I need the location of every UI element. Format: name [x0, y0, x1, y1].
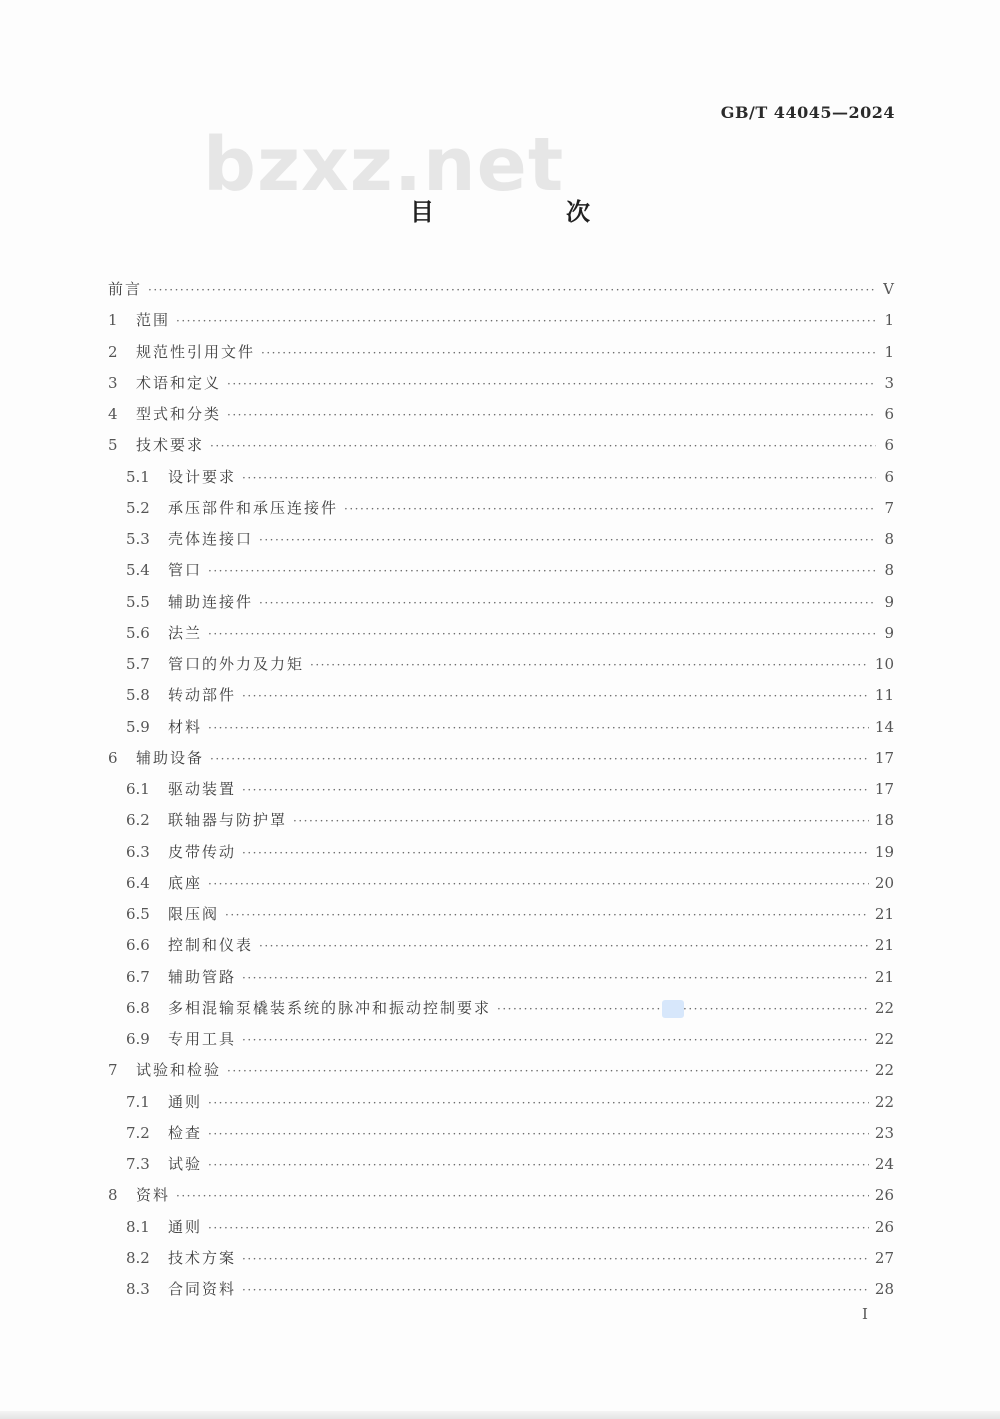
- toc-entry[interactable]: [108, 837, 894, 868]
- toc-leader-dots: [208, 1119, 869, 1150]
- toc-entry-number: 7.3: [126, 1155, 150, 1173]
- toc-entry[interactable]: [108, 274, 894, 305]
- toc-entry[interactable]: [108, 649, 894, 680]
- toc-entry-page: 9: [884, 592, 894, 611]
- toc-entry-number: 6.8: [126, 998, 150, 1017]
- toc-entry-page: 23: [874, 1123, 894, 1142]
- toc-entry[interactable]: [108, 368, 894, 399]
- toc-entry-number: 4: [108, 405, 118, 423]
- toc-leader-dots: [208, 1213, 869, 1244]
- toc-entry-page: 18: [874, 811, 894, 830]
- toc-leader-dots: [208, 556, 876, 587]
- toc-entry-label: 联轴器与防护罩: [168, 811, 288, 830]
- toc-entry-label: 试验和检验: [136, 1061, 222, 1080]
- toc-leader-dots: [261, 338, 876, 369]
- toc-entry-page: V: [883, 280, 894, 298]
- toc-entry-label: 壳体连接口: [168, 530, 254, 548]
- toc-entry-number: 7: [108, 1061, 118, 1080]
- toc-entry-number: 2: [108, 342, 118, 361]
- toc-entry-page: 14: [874, 717, 894, 736]
- toc-entry-number: 8.1: [126, 1217, 150, 1236]
- toc-entry-page: 22: [874, 1092, 894, 1111]
- toc-entry-label: 合同资料: [168, 1280, 237, 1298]
- toc-entry-number: 1: [108, 311, 118, 330]
- toc-entry[interactable]: [108, 930, 894, 961]
- toc-entry[interactable]: [108, 1180, 894, 1211]
- toc-entry-page: 27: [874, 1248, 894, 1267]
- toc-leader-dots: [310, 650, 869, 681]
- toc-entry-number: 5.7: [126, 655, 150, 673]
- toc-entry-label: 规范性引用文件: [136, 342, 256, 361]
- toc-entry-number: 8.2: [126, 1248, 150, 1267]
- toc-entry-label: 管口: [168, 561, 203, 580]
- toc-entry[interactable]: [108, 462, 894, 493]
- toc-leader-dots: [208, 1088, 869, 1119]
- toc-entry-number: 5: [108, 436, 118, 455]
- toc-entry[interactable]: [108, 1212, 894, 1243]
- toc-entry-page: 3: [884, 373, 894, 392]
- toc-entry-number: 6.2: [126, 811, 150, 830]
- toc-entry-page: 6: [884, 436, 894, 455]
- toc-entry-label: 转动部件: [168, 686, 237, 705]
- toc-leader-dots: [227, 400, 876, 431]
- toc-entry-page: 6: [884, 405, 894, 423]
- toc-entry[interactable]: [108, 493, 894, 524]
- scan-artifact-mark: [662, 1000, 684, 1018]
- toc-entry-label: 前言: [108, 280, 143, 298]
- toc-entry-number: 6.5: [126, 905, 150, 923]
- toc-entry-page: 19: [874, 842, 894, 861]
- toc-leader-dots: [208, 1150, 869, 1181]
- toc-entry-page: 28: [874, 1280, 894, 1298]
- toc-entry-label: 驱动装置: [168, 780, 237, 798]
- toc-entry[interactable]: [108, 993, 894, 1024]
- page-folio: I: [862, 1305, 868, 1323]
- toc-entry-number: 6.7: [126, 967, 150, 986]
- toc-entry-number: 6.4: [126, 873, 150, 892]
- toc-leader-dots: [242, 963, 869, 994]
- table-of-contents: [108, 274, 894, 1305]
- toc-entry[interactable]: [108, 524, 894, 555]
- toc-entry[interactable]: [108, 899, 894, 930]
- toc-entry[interactable]: [108, 1118, 894, 1149]
- toc-entry-number: 6.1: [126, 780, 150, 798]
- toc-leader-dots: [148, 275, 876, 306]
- toc-entry[interactable]: [108, 774, 894, 805]
- toc-entry-page: 21: [874, 967, 894, 986]
- toc-entry[interactable]: [108, 337, 894, 368]
- toc-entry-number: 6.6: [126, 936, 150, 955]
- toc-entry-number: 5.2: [126, 498, 150, 517]
- toc-entry[interactable]: [108, 1243, 894, 1274]
- toc-entry-number: 6.9: [126, 1030, 150, 1048]
- toc-entry-page: 6: [884, 467, 894, 486]
- toc-entry-number: 5.3: [126, 530, 150, 548]
- toc-entry-page: 7: [884, 498, 894, 517]
- toc-entry-number: 5.9: [126, 717, 150, 736]
- toc-entry-number: 8.3: [126, 1280, 150, 1298]
- toc-leader-dots: [210, 744, 869, 775]
- toc-entry[interactable]: [108, 868, 894, 899]
- toc-leader-dots: [293, 806, 869, 837]
- toc-leader-dots: [227, 369, 876, 400]
- toc-leader-dots: [208, 619, 876, 650]
- toc-entry-page: 1: [884, 311, 894, 330]
- toc-leader-dots: [210, 431, 876, 462]
- toc-entry-number: 5.1: [126, 467, 150, 486]
- toc-entry-number: 5.6: [126, 623, 150, 642]
- toc-entry[interactable]: [108, 305, 894, 336]
- toc-entry[interactable]: [108, 430, 894, 461]
- toc-entry-page: 26: [874, 1186, 894, 1205]
- toc-entry-label: 范围: [136, 311, 171, 330]
- toc-entry-number: 5.8: [126, 686, 150, 705]
- toc-entry-page: 20: [874, 873, 894, 892]
- toc-entry[interactable]: [108, 1024, 894, 1055]
- toc-entry-label: 辅助连接件: [168, 592, 254, 611]
- toc-entry-label: 专用工具: [168, 1030, 237, 1048]
- toc-entry-number: 5.4: [126, 561, 150, 580]
- toc-entry[interactable]: [108, 555, 894, 586]
- toc-entry-page: 21: [874, 905, 894, 923]
- toc-entry[interactable]: [108, 680, 894, 711]
- toc-entry-label: 型式和分类: [136, 405, 222, 423]
- toc-entry-page: 17: [874, 780, 894, 798]
- toc-leader-dots: [242, 681, 869, 712]
- toc-leader-dots: [227, 1056, 869, 1087]
- toc-leader-dots: [259, 588, 876, 619]
- toc-entry-page: 22: [874, 1030, 894, 1048]
- toc-leader-dots: [176, 306, 876, 337]
- toc-entry-number: 8: [108, 1186, 118, 1205]
- toc-leader-dots: [242, 775, 869, 806]
- toc-entry-page: 17: [874, 748, 894, 767]
- toc-entry-number: 7.1: [126, 1092, 150, 1111]
- toc-entry[interactable]: [108, 1149, 894, 1180]
- toc-entry-page: 11: [874, 686, 894, 705]
- toc-leader-dots: [242, 463, 876, 494]
- toc-entry[interactable]: [108, 1274, 894, 1305]
- toc-entry-label: 术语和定义: [136, 373, 222, 392]
- toc-entry-number: 5.5: [126, 592, 150, 611]
- toc-entry-label: 检查: [168, 1123, 203, 1142]
- toc-entry-label: 法兰: [168, 623, 203, 642]
- toc-entry-page: 22: [874, 998, 894, 1017]
- toc-entry-label: 技术方案: [168, 1248, 237, 1267]
- toc-entry-label: 试验: [168, 1155, 203, 1173]
- toc-leader-dots: [225, 900, 869, 931]
- toc-entry-label: 辅助设备: [136, 748, 205, 767]
- toc-entry-page: 10: [874, 655, 894, 673]
- page-title: 目 次: [410, 198, 644, 226]
- toc-entry[interactable]: [108, 712, 894, 743]
- standard-number: GB/T 44045—2024: [720, 103, 895, 122]
- toc-entry-label: 底座: [168, 873, 203, 892]
- toc-entry-label: 承压部件和承压连接件: [168, 498, 339, 517]
- page-bottom-edge: [0, 1411, 1000, 1419]
- toc-leader-dots: [242, 838, 869, 869]
- toc-entry-page: 9: [884, 623, 894, 642]
- toc-entry-label: 控制和仪表: [168, 936, 254, 955]
- toc-entry-label: 限压阀: [168, 905, 220, 923]
- toc-entry-number: 7.2: [126, 1123, 150, 1142]
- toc-entry-number: 3: [108, 373, 118, 392]
- toc-entry-label: 辅助管路: [168, 967, 237, 986]
- toc-leader-dots: [242, 1025, 869, 1056]
- toc-entry-page: 22: [874, 1061, 894, 1080]
- toc-entry-label: 通则: [168, 1217, 203, 1236]
- toc-leader-dots: [242, 1244, 869, 1275]
- toc-entry[interactable]: [108, 805, 894, 836]
- toc-leader-dots: [344, 494, 876, 525]
- toc-entry-label: 通则: [168, 1092, 203, 1111]
- toc-entry-label: 设计要求: [168, 467, 237, 486]
- toc-entry[interactable]: [108, 962, 894, 993]
- toc-entry-label: 材料: [168, 717, 203, 736]
- toc-entry-label: 资料: [136, 1186, 171, 1205]
- toc-leader-dots: [176, 1181, 869, 1212]
- toc-leader-dots: [208, 869, 869, 900]
- toc-leader-dots: [208, 713, 869, 744]
- toc-leader-dots: [242, 1275, 869, 1306]
- toc-entry[interactable]: [108, 743, 894, 774]
- toc-entry[interactable]: [108, 1055, 894, 1086]
- toc-entry[interactable]: [108, 399, 894, 430]
- toc-entry-page: 24: [874, 1155, 894, 1173]
- toc-entry-page: 26: [874, 1217, 894, 1236]
- toc-entry-number: 6.3: [126, 842, 150, 861]
- toc-entry[interactable]: [108, 618, 894, 649]
- toc-entry-label: 技术要求: [136, 436, 205, 455]
- toc-entry-page: 8: [884, 561, 894, 580]
- toc-entry-page: 1: [884, 342, 894, 361]
- toc-leader-dots: [259, 931, 869, 962]
- toc-entry-page: 8: [884, 530, 894, 548]
- toc-entry-label: 管口的外力及力矩: [168, 655, 305, 673]
- watermark: bzxz.net: [203, 122, 565, 208]
- toc-entry-label: 皮带传动: [168, 842, 237, 861]
- toc-entry[interactable]: [108, 1087, 894, 1118]
- toc-entry[interactable]: [108, 587, 894, 618]
- toc-entry-page: 21: [874, 936, 894, 955]
- toc-entry-number: 6: [108, 748, 118, 767]
- toc-leader-dots: [259, 525, 876, 556]
- toc-entry-label: 多相混输泵橇装系统的脉冲和振动控制要求: [168, 998, 492, 1017]
